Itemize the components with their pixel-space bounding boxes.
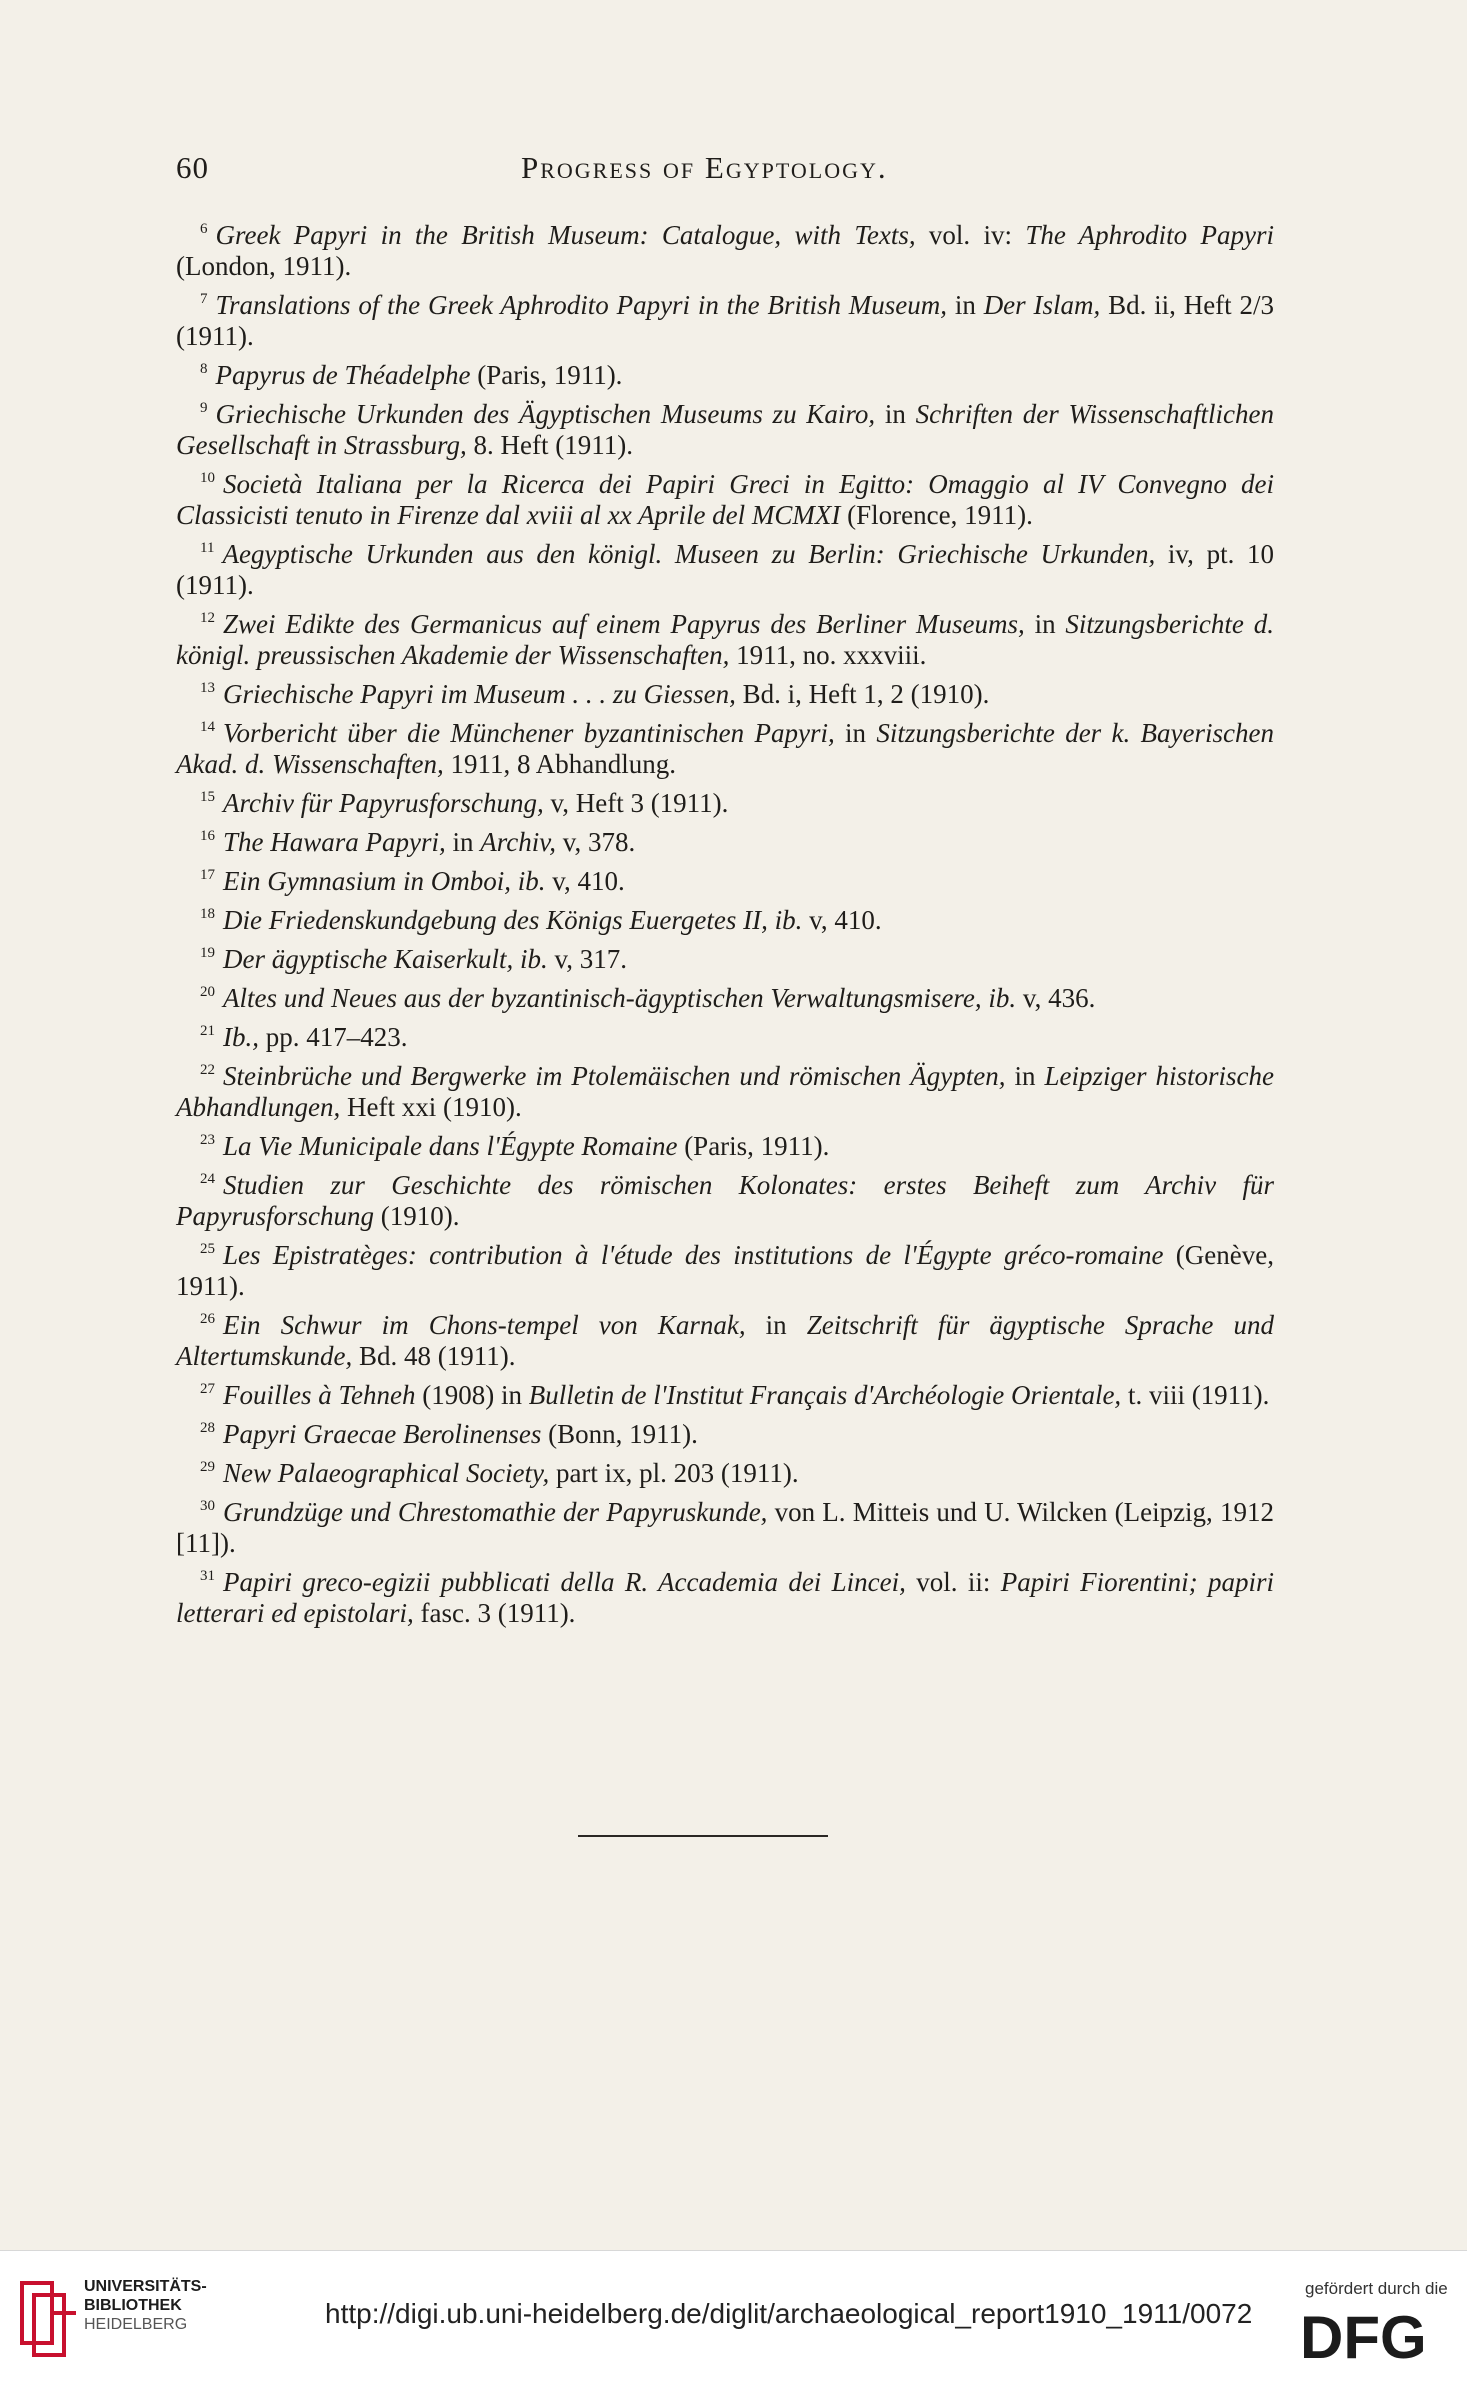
footnote-number: 7 bbox=[200, 291, 208, 307]
footnote-number: 13 bbox=[200, 680, 215, 696]
footnote-31 bbox=[176, 1561, 1274, 1629]
footnote-8 bbox=[176, 354, 1274, 391]
footnote-23 bbox=[176, 1125, 1274, 1162]
footnote-number: 14 bbox=[200, 719, 215, 735]
university-library-logo-icon[interactable] bbox=[16, 2273, 86, 2359]
footnote-number: 26 bbox=[200, 1311, 215, 1327]
footnote-number: 11 bbox=[200, 540, 215, 556]
footnote-29 bbox=[176, 1452, 1274, 1489]
footnote-number: 24 bbox=[200, 1171, 215, 1187]
footnote-19 bbox=[176, 938, 1274, 975]
footnote-text: Vorbericht über die Münchener byzantinischen Papyri, in Sitzungsberichte der k. Bayerischen Akad. d. Wissenschaften, 1911, 8 Abhandlung. bbox=[176, 718, 1275, 779]
footnote-text: Griechische Papyri im Museum . . . zu Giessen, Bd. i, Heft 1, 2 (1910). bbox=[223, 679, 990, 709]
footnote-text: Zwei Edikte des Germanicus auf einem Papyrus des Berliner Museums, in Sitzungsberichte d. königl. preussischen Akademie der Wissenschaften, 1911, no. xxxviii. bbox=[176, 609, 1274, 670]
end-rule bbox=[578, 1835, 828, 1837]
footnote-text: Translations of the Greek Aphrodito Papyri in the British Museum, in Der Islam, Bd. ii, Heft 2/3 (1911). bbox=[176, 290, 1274, 351]
footnote-text: Grundzüge und Chrestomathie der Papyruskunde, von L. Mitteis und U. Wilcken (Leipzig, 1912 [11]). bbox=[176, 1497, 1274, 1558]
footnote-text: Ein Schwur im Chons-tempel von Karnak, in Zeitschrift für ägyptische Sprache und Altertumskunde, Bd. 48 (1911). bbox=[176, 1310, 1274, 1371]
running-title: Progress of Egyptology. bbox=[521, 150, 888, 185]
footnote-number: 21 bbox=[200, 1023, 215, 1039]
footnote-number: 29 bbox=[200, 1459, 215, 1475]
footnote-10 bbox=[176, 463, 1274, 531]
footnote-16 bbox=[176, 821, 1274, 858]
footnote-text: La Vie Municipale dans l'Égypte Romaine (Paris, 1911). bbox=[223, 1131, 830, 1161]
footnote-25 bbox=[176, 1234, 1274, 1302]
footnote-text: Papyrus de Théadelphe (Paris, 1911). bbox=[215, 360, 623, 390]
footnote-27 bbox=[176, 1374, 1274, 1411]
footnote-text: Griechische Urkunden des Ägyptischen Museums zu Kairo, in Schriften der Wissenschaftlichen Gesellschaft in Strassburg, 8. Heft (1911). bbox=[176, 399, 1274, 460]
footnote-text: Società Italiana per la Ricerca dei Papiri Greci in Egitto: Omaggio al IV Convegno dei Classicisti tenuto in Firenze dal xviii al xx Aprile del MCMXI (Florence, 1911). bbox=[176, 469, 1274, 530]
footnote-number: 17 bbox=[200, 867, 215, 883]
footnote-text: Archiv für Papyrusforschung, v, Heft 3 (1911). bbox=[223, 788, 729, 818]
footnote-11 bbox=[176, 533, 1274, 601]
footnote-number: 9 bbox=[200, 400, 208, 416]
funded-by-label: gefördert durch die bbox=[1305, 2279, 1448, 2298]
dfg-logo-icon[interactable] bbox=[1300, 2306, 1450, 2364]
footnotes-list bbox=[176, 214, 1274, 1631]
footnote-number: 20 bbox=[200, 984, 215, 1000]
footnote-text: Ein Gymnasium in Omboi, ib. v, 410. bbox=[223, 866, 625, 896]
footnote-22 bbox=[176, 1055, 1274, 1123]
footnote-30 bbox=[176, 1491, 1274, 1559]
page-number: 60 bbox=[176, 150, 209, 185]
footnote-15 bbox=[176, 782, 1274, 819]
page-header bbox=[176, 150, 1276, 190]
footnote-24 bbox=[176, 1164, 1274, 1232]
footnote-number: 19 bbox=[200, 945, 215, 961]
footnote-number: 28 bbox=[200, 1420, 215, 1436]
institution-name bbox=[84, 2277, 207, 2334]
permalink-url[interactable]: http://digi.ub.uni-heidelberg.de/diglit/archaeological_report1910_1911/0072 bbox=[325, 2298, 1253, 2329]
footnote-6 bbox=[176, 214, 1274, 282]
footnote-number: 15 bbox=[200, 789, 215, 805]
footnote-number: 8 bbox=[200, 361, 208, 377]
footnote-number: 23 bbox=[200, 1132, 215, 1148]
footnote-text: The Hawara Papyri, in Archiv, v, 378. bbox=[223, 827, 636, 857]
footnote-number: 10 bbox=[200, 470, 215, 486]
footnote-number: 22 bbox=[200, 1062, 215, 1078]
footnote-text: Papyri Graecae Berolinenses (Bonn, 1911). bbox=[223, 1419, 698, 1449]
footnote-text: Aegyptische Urkunden aus den königl. Museen zu Berlin: Griechische Urkunden, iv, pt. 10 (1911). bbox=[176, 539, 1274, 600]
footnote-text: Die Friedenskundgebung des Königs Euergetes II, ib. v, 410. bbox=[223, 905, 882, 935]
footnote-20 bbox=[176, 977, 1274, 1014]
footnote-text: Les Epistratèges: contribution à l'étude des institutions de l'Égypte gréco-romaine (Genève, 1911). bbox=[176, 1240, 1274, 1301]
footnote-text: Altes und Neues aus der byzantinisch-ägyptischen Verwaltungsmisere, ib. v, 436. bbox=[223, 983, 1096, 1013]
footnote-text: Studien zur Geschichte des römischen Kolonates: erstes Beiheft zum Archiv für Papyrusforschung (1910). bbox=[176, 1170, 1274, 1231]
footnote-7 bbox=[176, 284, 1274, 352]
institution-line-3: HEIDELBERG bbox=[84, 2316, 188, 2333]
footnote-number: 31 bbox=[200, 1568, 215, 1584]
footnote-18 bbox=[176, 899, 1274, 936]
footnote-text: New Palaeographical Society, part ix, pl. 203 (1911). bbox=[223, 1458, 799, 1488]
footnote-28 bbox=[176, 1413, 1274, 1450]
footnote-text: Papiri greco-egizii pubblicati della R. Accademia dei Lincei, vol. ii: Papiri Fiorentini; papiri letterari ed epistolari, fasc. 3 (1911). bbox=[176, 1567, 1274, 1628]
footnote-number: 18 bbox=[200, 906, 215, 922]
dfg-logo-text: DFG bbox=[1300, 2306, 1427, 2364]
institution-line-1: UNIVERSITÄTS- bbox=[84, 2278, 207, 2295]
footnote-13 bbox=[176, 673, 1274, 710]
institution-line-2: BIBLIOTHEK bbox=[84, 2297, 182, 2314]
footnote-14 bbox=[176, 712, 1274, 780]
footnote-number: 12 bbox=[200, 610, 215, 626]
footnote-text: Der ägyptische Kaiserkult, ib. v, 317. bbox=[223, 944, 627, 974]
footnote-text: Steinbrüche und Bergwerke im Ptolemäischen und römischen Ägypten, in Leipziger historische Abhandlungen, Heft xxi (1910). bbox=[176, 1061, 1275, 1122]
footnote-21 bbox=[176, 1016, 1274, 1053]
footnote-17 bbox=[176, 860, 1274, 897]
footnote-number: 25 bbox=[200, 1241, 215, 1257]
footnote-number: 27 bbox=[200, 1381, 215, 1397]
footnote-text: Ib., pp. 417–423. bbox=[223, 1022, 408, 1052]
footnote-number: 16 bbox=[200, 828, 215, 844]
footnote-number: 6 bbox=[200, 221, 208, 237]
footnote-9 bbox=[176, 393, 1274, 461]
footnote-12 bbox=[176, 603, 1274, 671]
footnote-26 bbox=[176, 1304, 1274, 1372]
footnote-text: Fouilles à Tehneh (1908) in Bulletin de l'Institut Français d'Archéologie Orientale, t. viii (1911). bbox=[223, 1380, 1270, 1410]
footnote-text: Greek Papyri in the British Museum: Catalogue, with Texts, vol. iv: The Aphrodito Papyri (London, 1911). bbox=[176, 220, 1274, 281]
footnote-number: 30 bbox=[200, 1498, 215, 1514]
viewer-footer bbox=[0, 2250, 1467, 2381]
